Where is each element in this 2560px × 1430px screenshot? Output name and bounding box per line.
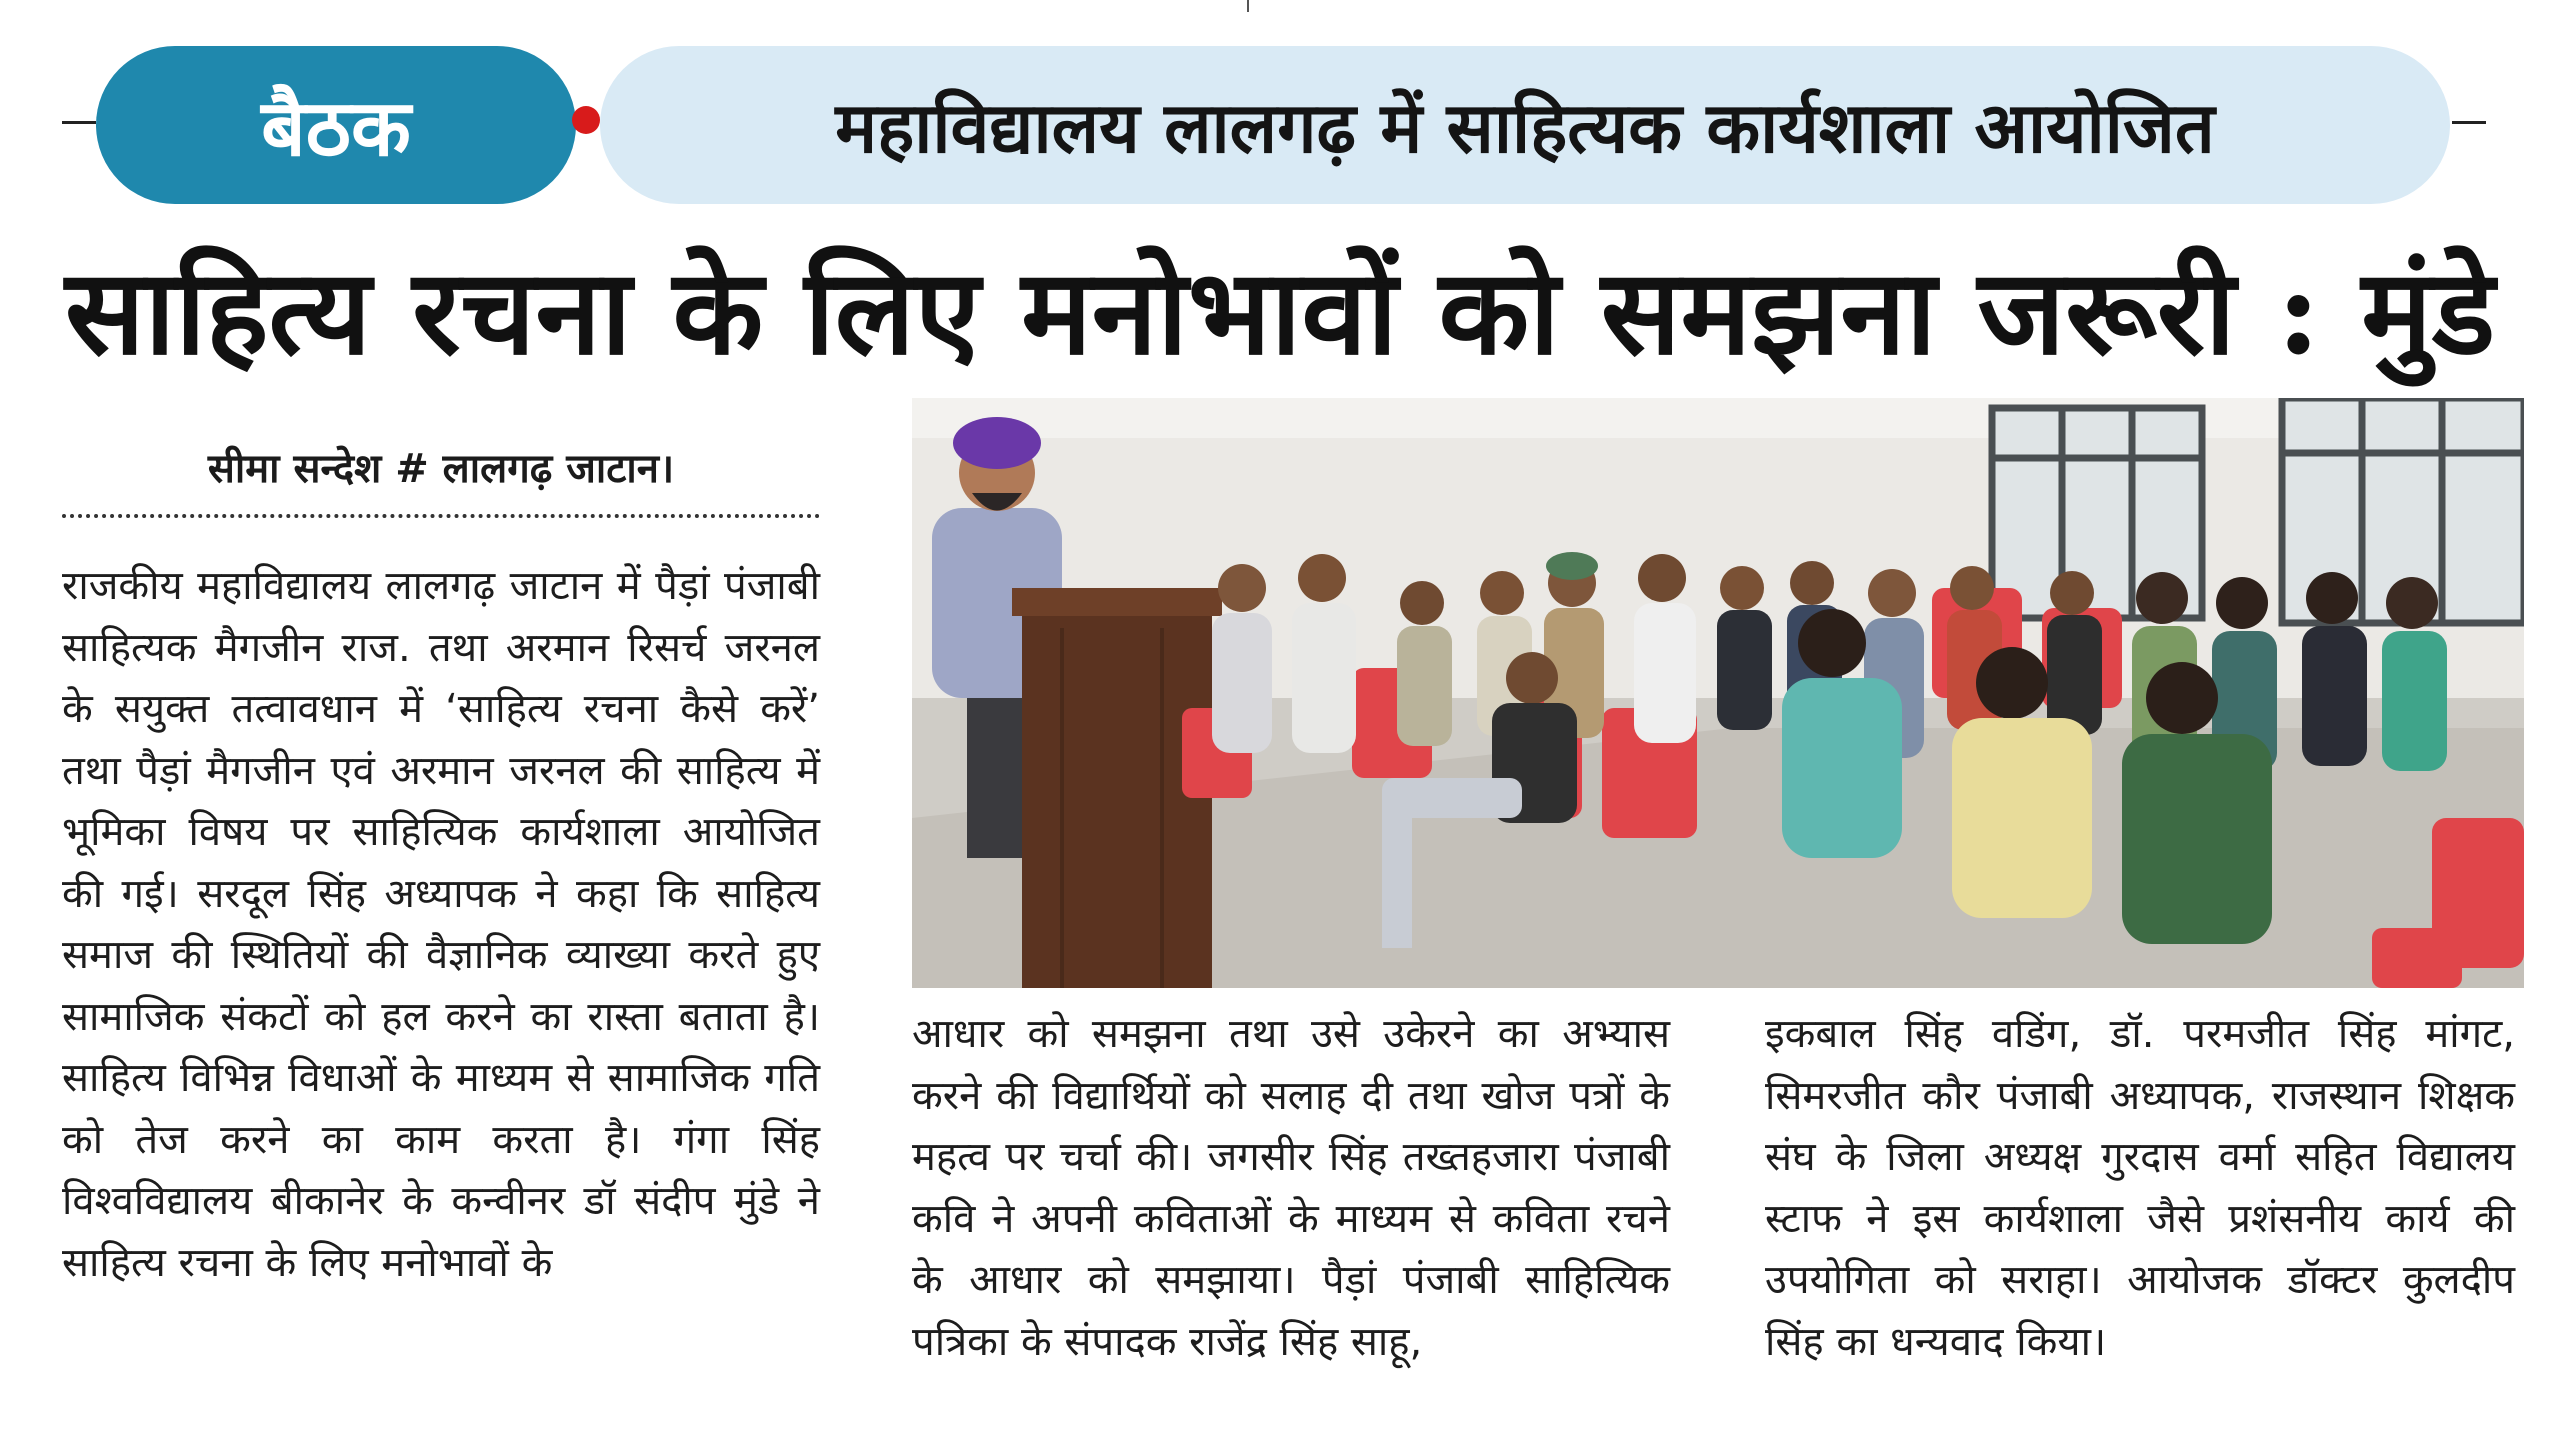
- fold-tick: [1247, 0, 1249, 12]
- headline: साहित्य रचना के लिए मनोभावों को समझना जरूरी : मुंडे: [64, 241, 2496, 381]
- byline-divider: [62, 514, 820, 518]
- article-column-3: इकबाल सिंह वडिंग, डॉ. परमजीत सिंह मांगट, सिमरजीत कौर पंजाबी अध्यापक, राजस्थान शिक्षक संघ के जिला अध्यक्ष गुरदास वर्मा सहित विद्यालय स्टाफ ने इस कार्यशाला जैसे प्रशंसनीय कार्य की उपयोगिता को सराहा। आयोजक डॉक्टर कुलदीप सिंह का धन्यवाद किया।: [1765, 1011, 2515, 1365]
- event-photo: [912, 398, 2524, 988]
- header-rule-left: [62, 121, 96, 124]
- event-photo-illustration: [912, 398, 2524, 988]
- byline: सीमा सन्देश # लालगढ़ जाटान।: [207, 445, 675, 492]
- section-kicker: बैठक: [96, 46, 576, 204]
- article-column-2: आधार को समझना तथा उसे उकेरने का अभ्यास करने की विद्यार्थियों को सलाह दी तथा खोज पत्रों के महत्व पर चर्चा की। जगसीर सिंह तख्तहजारा पंजाबी कवि ने अपनी कविताओं के माध्यम से कविता रचने के आधार को समझाया। पैड़ां पंजाबी साहित्यिक पत्रिका के संपादक राजेंद्र सिंह साहू,: [912, 1011, 1670, 1365]
- kicker-dot: [572, 106, 600, 134]
- header-rule-right: [2452, 121, 2486, 124]
- subheadline: महाविद्यालय लालगढ़ में साहित्यक कार्यशाला आयोजित: [600, 46, 2450, 204]
- article-column-1: राजकीय महाविद्यालय लालगढ़ जाटान में पैड़ां पंजाबी साहित्यक मैगजीन राज. तथा अरमान रिसर्च जरनल के सयुक्त तत्वावधान में ‘साहित्य रचना कैसे करें’ तथा पैड़ां मैगजीन एवं अरमान जरनल की साहित्य में भूमिका विषय पर साहित्यिक कार्यशाला आयोजित की गई। सरदूल सिंह अध्यापक ने कहा कि साहित्य समाज की स्थितियों की वैज्ञानिक व्याख्या करते हुए सामाजिक संकटों को हल करने का रास्ता बताता है। साहित्य विभिन्न विधाओं के माध्यम से सामाजिक गति को तेज करने का काम करता है। गंगा सिंह विश्वविद्यालय बीकानेर के कन्वीनर डॉ संदीप मुंडे ने साहित्य रचना के लिए मनोभावों के: [62, 563, 820, 1286]
